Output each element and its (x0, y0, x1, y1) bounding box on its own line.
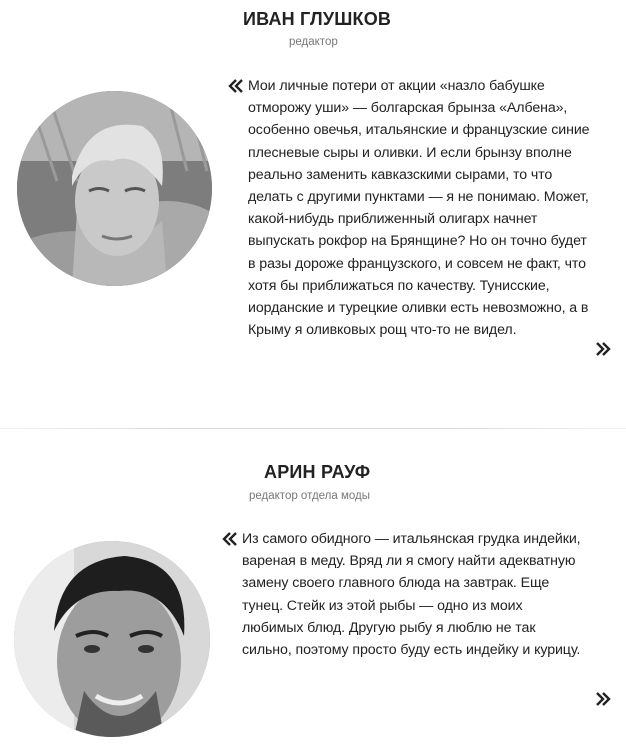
avatar (17, 91, 212, 286)
profile-card-arin (0, 429, 626, 749)
avatar-photo-arin (14, 541, 210, 737)
profile-role: редактор (289, 36, 338, 48)
avatar-photo-ivan (17, 91, 212, 286)
profile-name: АРИН РАУФ (264, 462, 371, 482)
quote-open-icon (228, 78, 244, 94)
quote-close-icon (595, 691, 611, 707)
quote-text: Из самого обидного — итальянская грудка индейки, вареная в меду. Вряд ли я смогу найти адекватную замену своего главного блюда на завтрак. Еще тунец. Стейк из этой рыбы — одно из моих любимых блюд. Другую рыбу я люблю не так сильно, поэтому просто буду есть индейку и курицу. (242, 531, 581, 659)
quote-open-icon (222, 531, 238, 547)
quote-close-icon (595, 341, 611, 357)
avatar (14, 541, 210, 737)
profile-role: редактор отдела моды (249, 490, 371, 502)
quote-text: Мои личные потери от акции «назло бабушке отморожу уши» — болгарская брынза «Албена», особенно овечья, итальянские и французские синие плесневые сыры и оливки. И если брынзу вполне реально заменить кавказскими сырами, то что делать с другими пунктами — я не понимаю. Может, какой-нибудь приближенный олигарх начнет выпускать рокфор на Брянщине? Но он точно будет в разы дороже французского, и совсем не факт, что хотя бы приближаться по качеству. Тунисские, иорданские и турецкие оливки есть невозможно, а в Крыму я оливковых рощ что-то не видел. (248, 78, 590, 339)
profile-name: ИВАН ГЛУШКОВ (243, 9, 392, 29)
